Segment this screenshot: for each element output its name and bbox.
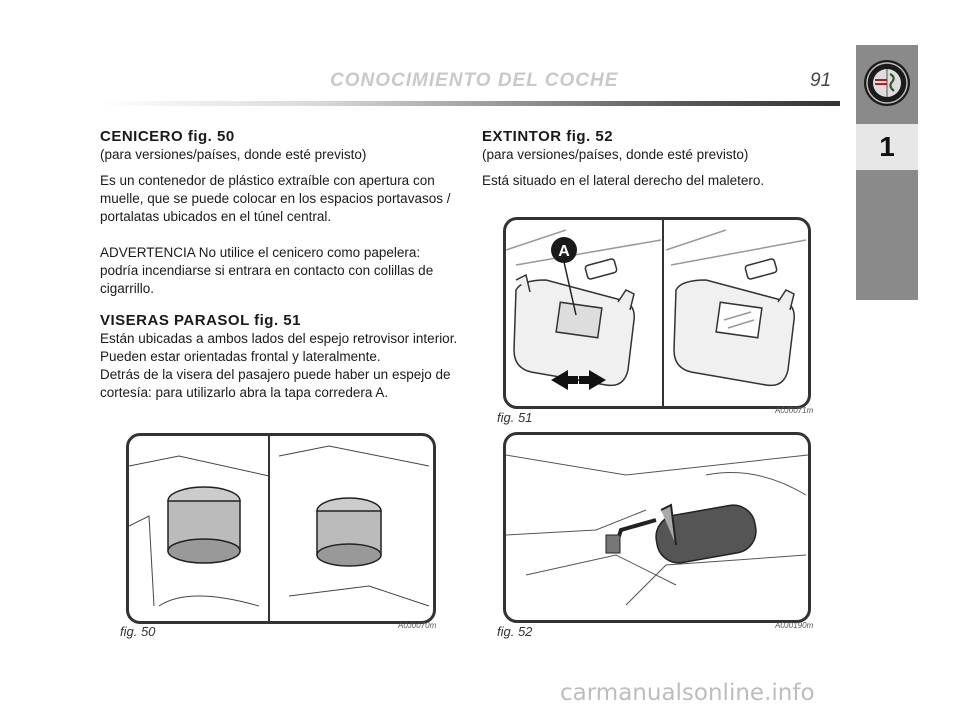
cenicero-heading: CENICERO fig. 50 [100,128,235,145]
viseras-heading: VISERAS PARASOL fig. 51 [100,312,301,329]
figure-51-sun-visors [503,217,811,409]
cenicero-subheading: (para versiones/países, donde esté previsto) [100,147,367,162]
figure-52-code: A0J0190m [775,621,814,630]
figure-52-extinguisher [503,432,811,623]
footer-watermark: carmanualsonline.info [560,680,815,706]
viseras-paragraph: Están ubicadas a ambos lados del espejo retrovisor interior. Pueden estar orientadas frontal y lateralmente. [100,331,458,364]
cenicero-paragraph: Es un contenedor de plástico extraíble con apertura con muelle, que se puede colocar en los espacios portavasos / portalatas ubicados en el túnel central. [100,173,451,224]
header-rule [100,101,840,106]
figure-51-code: A0J0071m [775,406,814,415]
extintor-heading: EXTINTOR fig. 52 [482,128,614,145]
page-number: 91 [810,70,832,91]
right-column [482,128,832,198]
figure-50-code: A0J0070m [398,621,437,630]
figure-50-ashtray [126,433,436,624]
label-a: A [558,243,570,260]
extintor-subheading: (para versiones/países, donde esté previsto) [482,147,749,162]
figure-51-caption: fig. 51 [497,410,533,425]
cenicero-warning: ADVERTENCIA No utilice el cenicero como papelera: podría incendiarse si entrara en contacto con colillas de cigarrillo. [100,245,434,296]
figure-50-caption: fig. 50 [120,624,156,639]
extintor-paragraph: Está situado en el lateral derecho del maletero. [482,173,765,188]
brand-logo-icon [856,48,918,118]
figure-52-caption: fig. 52 [497,624,533,639]
viseras-paragraph-2: Detrás de la visera del pasajero puede haber un espejo de cortesía: para utilizarlo abra la tapa corredera A. [100,367,451,400]
header-title: CONOCIMIENTO DEL COCHE [330,70,619,91]
chapter-number: 1 [856,124,918,170]
left-column [100,128,460,402]
